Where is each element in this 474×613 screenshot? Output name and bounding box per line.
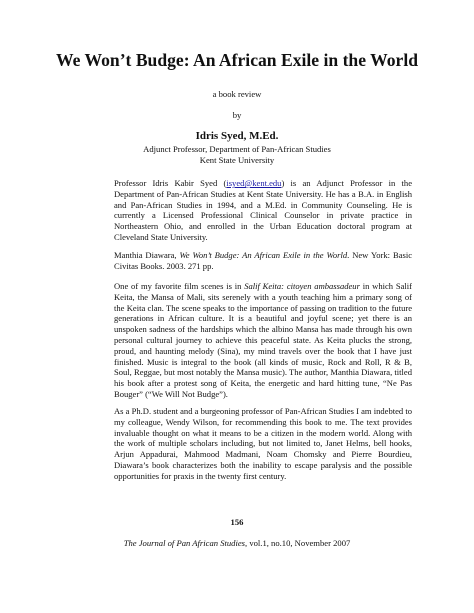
body-paragraph-2: As a Ph.D. student and a burgeoning professor of Pan-African Studies I am indebted to my colleague, Wendy Wilson, for recommending this book to me. The text provides invaluable thought on what it means to be a citizen in the modern world. Along with the work of multiple scholars including, but not limited to, Janet Helms, bell hooks, Arjun Appadurai, Mahmood Madmani, Noam Chomsky and Pierre Bourdieu, Diawara’s book characterizes both the inability to escape paralysis and the possible opportunities for praxis in the twenty first century. — [114, 406, 412, 481]
paragraph-1-intro: One of my favorite film scenes is in — [114, 281, 245, 291]
book-citation — [114, 250, 412, 272]
page-number: 156 — [230, 517, 244, 527]
body-paragraph-1 — [114, 281, 412, 400]
citation-author: Manthia Diawara, — [114, 250, 180, 260]
journal-footer — [0, 538, 474, 549]
paragraph-1-body: in which Salif Keita, the Mansa of Mali, sits serenely with a youth teaching him a primary song of the Keita clan. The scene speaks to the importance of passing on tradition to the future generations in African culture. It is a beautiful and joyful scene; yet there is an unspoken sadness of the hardships which the albino Mansa has made through his own personal cultural journey to achieve this peaceful state. As Keita plucks the strong, proud, and haunting melody (Sina), my mind travels over the book that I have just finished. Music is integral to the book (all kinds of music, Rock and Roll, R & B, Soul, Reggae, but most notably the Mansa music). The author, Manthia Diawara, titled his book after a protest song of Keita, the energetic and hard hitting tune, “Ne Pas Bouger” (“We Will Not Budge”). — [114, 281, 412, 399]
citation-book-title: We Won’t Budge: An African Exile in the World — [179, 250, 348, 260]
paper-subtitle: a book review — [212, 89, 262, 99]
byline-label: by — [232, 110, 242, 120]
author-institution: Kent State University — [199, 155, 275, 165]
author-affiliation: Adjunct Professor, Department of Pan-African Studies — [143, 144, 331, 154]
journal-title: The Journal of Pan African Studies — [123, 538, 246, 548]
journal-volume: , vol.1, no.10, November 2007 — [245, 538, 351, 548]
author-email-link[interactable]: isyed@kent.edu — [226, 178, 282, 188]
paper-title: We Won’t Budge: An African Exile in the World — [55, 50, 419, 70]
author-bio — [114, 178, 412, 243]
bio-text-before-email: Professor Idris Kabir Syed ( — [114, 178, 227, 188]
bio-text-after-email: ) is an Adjunct Professor in the Department of Pan-African Studies at Kent State University. He has a B.A. in English and Pan-African Studies in 1994, and a M.Ed. in Community Counseling. He is currently a Licensed Professional Clinical Counselor in private practice in Northeastern Ohio, and enrolled in the Urban Education doctoral program at Cleveland State University. — [114, 178, 412, 242]
author-name: Idris Syed, M.Ed. — [195, 130, 279, 142]
citation-publication: . New York: Basic Civitas Books. 2003. 271 pp. — [114, 250, 412, 271]
film-title: Salif Keita: citoyen ambassadeur — [244, 281, 360, 291]
